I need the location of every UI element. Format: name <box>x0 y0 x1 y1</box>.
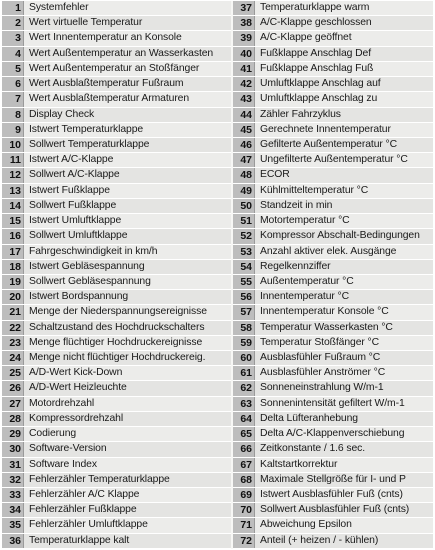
row-number: 32 <box>2 473 24 487</box>
row-label: Sollwert A/C-Klappe <box>24 168 231 182</box>
row-number: 33 <box>2 488 24 502</box>
row-label: Wert Innentemperatur an Konsole <box>24 31 231 45</box>
table-row <box>2 92 231 107</box>
table-row <box>2 153 231 168</box>
row-label: Wert Außentemperatur an Wasserkasten <box>24 47 231 61</box>
row-number: 56 <box>233 290 255 304</box>
row-number: 1 <box>2 1 24 15</box>
row-label: Sollwert Ausblasfühler Fuß (cnts) <box>255 503 433 517</box>
table-row <box>233 442 433 457</box>
table-row <box>233 47 433 62</box>
row-number: 59 <box>233 336 255 350</box>
table-row <box>2 397 231 412</box>
table-row <box>2 381 231 396</box>
table-row <box>233 168 433 183</box>
row-label: Fehlerzähler Umluftklappe <box>24 518 231 532</box>
row-label: Anteil (+ heizen / - kühlen) <box>255 534 433 548</box>
row-label: Motortemperatur °C <box>255 214 433 228</box>
row-number: 38 <box>233 16 255 30</box>
row-number: 17 <box>2 245 24 259</box>
row-label: Gerechnete Innentemperatur <box>255 123 433 137</box>
row-label: Fehlerzähler Fußklappe <box>24 503 231 517</box>
row-label: Menge flüchtiger Hochdruckereignisse <box>24 336 231 350</box>
row-number: 31 <box>2 458 24 472</box>
table-row <box>2 351 231 366</box>
row-number: 48 <box>233 168 255 182</box>
row-number: 23 <box>2 336 24 350</box>
table-row <box>2 321 231 336</box>
table-row <box>2 123 231 138</box>
table-row <box>2 412 231 427</box>
table-row <box>2 229 231 244</box>
row-label: Istwert A/C-Klappe <box>24 153 231 167</box>
row-label: ECOR <box>255 168 433 182</box>
row-number: 14 <box>2 199 24 213</box>
row-number: 28 <box>2 412 24 426</box>
table-row <box>2 488 231 503</box>
table-row <box>233 214 433 229</box>
table-row <box>2 77 231 92</box>
row-label: Software-Version <box>24 442 231 456</box>
row-label: Anzahl aktiver elek. Ausgänge <box>255 245 433 259</box>
row-label: Temperatur Stoßfänger °C <box>255 336 433 350</box>
row-number: 34 <box>2 503 24 517</box>
table-row <box>233 473 433 488</box>
row-number: 15 <box>2 214 24 228</box>
table-row <box>2 336 231 351</box>
row-label: A/D-Wert Heizleuchte <box>24 381 231 395</box>
row-number: 39 <box>233 31 255 45</box>
row-label: Sollwert Temperaturklappe <box>24 138 231 152</box>
row-number: 72 <box>233 534 255 548</box>
row-number: 61 <box>233 366 255 380</box>
row-number: 22 <box>2 321 24 335</box>
row-label: Standzeit in min <box>255 199 433 213</box>
row-number: 52 <box>233 229 255 243</box>
row-number: 36 <box>2 534 24 548</box>
table-row <box>233 488 433 503</box>
table-row <box>2 473 231 488</box>
parameter-table <box>2 1 433 549</box>
row-number: 44 <box>233 108 255 122</box>
row-number: 9 <box>2 123 24 137</box>
row-label: Motordrehzahl <box>24 397 231 411</box>
row-label: Temperatur Wasserkasten °C <box>255 321 433 335</box>
table-row <box>233 199 433 214</box>
table-row <box>2 305 231 320</box>
row-label: Innentemperatur °C <box>255 290 433 304</box>
row-number: 24 <box>2 351 24 365</box>
row-label: Wert Ausblaßtemperatur Armaturen <box>24 92 231 106</box>
row-number: 8 <box>2 108 24 122</box>
row-label: Sonneneinstrahlung W/m-1 <box>255 381 433 395</box>
right-column <box>233 1 433 549</box>
row-number: 20 <box>2 290 24 304</box>
table-row <box>233 534 433 549</box>
row-label: A/D-Wert Kick-Down <box>24 366 231 380</box>
table-row <box>233 108 433 123</box>
row-number: 64 <box>233 412 255 426</box>
table-row <box>2 534 231 549</box>
row-label: Software Index <box>24 458 231 472</box>
row-label: Istwert Umluftklappe <box>24 214 231 228</box>
row-label: Zähler Fahrzyklus <box>255 108 433 122</box>
table-row <box>2 290 231 305</box>
row-number: 11 <box>2 153 24 167</box>
row-label: Wert Außentemperatur an Stoßfänger <box>24 62 231 76</box>
table-row <box>2 199 231 214</box>
row-number: 54 <box>233 260 255 274</box>
row-label: Wert Ausblaßtemperatur Fußraum <box>24 77 231 91</box>
table-row <box>233 260 433 275</box>
table-row <box>233 31 433 46</box>
row-label: Delta Lüfteranhebung <box>255 412 433 426</box>
row-label: Sollwert Umluftklappe <box>24 229 231 243</box>
table-row <box>2 62 231 77</box>
table-row <box>233 275 433 290</box>
row-number: 46 <box>233 138 255 152</box>
row-number: 45 <box>233 123 255 137</box>
table-row <box>233 305 433 320</box>
table-row <box>233 381 433 396</box>
table-row <box>2 108 231 123</box>
row-number: 57 <box>233 305 255 319</box>
row-label: Außentemperatur °C <box>255 275 433 289</box>
row-number: 7 <box>2 92 24 106</box>
table-row <box>2 214 231 229</box>
table-row <box>233 321 433 336</box>
table-row <box>2 245 231 260</box>
table-row <box>2 518 231 533</box>
row-label: Delta A/C-Klappenverschiebung <box>255 427 433 441</box>
table-row <box>2 31 231 46</box>
row-number: 26 <box>2 381 24 395</box>
row-number: 55 <box>233 275 255 289</box>
row-label: Fehlerzähler Temperaturklappe <box>24 473 231 487</box>
table-row <box>233 1 433 16</box>
row-label: Menge der Niederspannungsereignisse <box>24 305 231 319</box>
table-row <box>2 138 231 153</box>
row-number: 6 <box>2 77 24 91</box>
row-label: Gefilterte Außentemperatur °C <box>255 138 433 152</box>
row-number: 16 <box>2 229 24 243</box>
row-label: Ausblasfühler Anströmer °C <box>255 366 433 380</box>
row-number: 68 <box>233 473 255 487</box>
row-label: Fußklappe Anschlag Fuß <box>255 62 433 76</box>
row-label: Fehlerzähler A/C Klappe <box>24 488 231 502</box>
table-row <box>2 184 231 199</box>
row-label: Umluftklappe Anschlag zu <box>255 92 433 106</box>
row-number: 62 <box>233 381 255 395</box>
row-number: 67 <box>233 458 255 472</box>
row-label: Kompressor Abschalt-Bedingungen <box>255 229 433 243</box>
row-number: 40 <box>233 47 255 61</box>
row-number: 65 <box>233 427 255 441</box>
row-label: Istwert Fußklappe <box>24 184 231 198</box>
row-label: Ungefilterte Außentemperatur °C <box>255 153 433 167</box>
table-row <box>2 16 231 31</box>
table-row <box>233 366 433 381</box>
table-row <box>2 427 231 442</box>
row-number: 4 <box>2 47 24 61</box>
table-row <box>233 138 433 153</box>
row-number: 5 <box>2 62 24 76</box>
row-number: 10 <box>2 138 24 152</box>
row-label: Sollwert Fußklappe <box>24 199 231 213</box>
row-number: 3 <box>2 31 24 45</box>
row-label: Sollwert Gebläsespannung <box>24 275 231 289</box>
row-label: Systemfehler <box>24 1 231 15</box>
row-number: 27 <box>2 397 24 411</box>
table-row <box>233 153 433 168</box>
row-number: 41 <box>233 62 255 76</box>
row-label: Display Check <box>24 108 231 122</box>
table-row <box>2 442 231 457</box>
table-row <box>233 62 433 77</box>
row-number: 42 <box>233 77 255 91</box>
table-row <box>233 503 433 518</box>
row-label: Wert virtuelle Temperatur <box>24 16 231 30</box>
table-row <box>233 518 433 533</box>
table-row <box>233 458 433 473</box>
row-label: Istwert Temperaturklappe <box>24 123 231 137</box>
table-row <box>233 229 433 244</box>
row-label: Kühlmitteltemperatur °C <box>255 184 433 198</box>
row-label: A/C-Klappe geöffnet <box>255 31 433 45</box>
row-number: 18 <box>2 260 24 274</box>
row-label: A/C-Klappe geschlossen <box>255 16 433 30</box>
row-label: Istwert Gebläsespannung <box>24 260 231 274</box>
row-label: Menge nicht flüchtiger Hochdruckereig. <box>24 351 231 365</box>
row-number: 13 <box>2 184 24 198</box>
row-number: 47 <box>233 153 255 167</box>
row-label: Umluftklappe Anschlag auf <box>255 77 433 91</box>
row-label: Abweichung Epsilon <box>255 518 433 532</box>
row-label: Codierung <box>24 427 231 441</box>
row-label: Maximale Stellgröße für I- und P <box>255 473 433 487</box>
table-row <box>233 92 433 107</box>
row-number: 58 <box>233 321 255 335</box>
row-label: Regelkennziffer <box>255 260 433 274</box>
row-number: 43 <box>233 92 255 106</box>
row-number: 71 <box>233 518 255 532</box>
row-label: Sonnenintensität gefiltert W/m-1 <box>255 397 433 411</box>
row-number: 53 <box>233 245 255 259</box>
row-number: 21 <box>2 305 24 319</box>
row-number: 70 <box>233 503 255 517</box>
table-row <box>233 427 433 442</box>
table-row <box>2 503 231 518</box>
row-number: 63 <box>233 397 255 411</box>
table-row <box>2 275 231 290</box>
row-number: 37 <box>233 1 255 15</box>
table-row <box>2 458 231 473</box>
table-row <box>233 16 433 31</box>
row-label: Temperaturklappe kalt <box>24 534 231 548</box>
table-row <box>233 290 433 305</box>
table-row <box>233 412 433 427</box>
table-row <box>233 245 433 260</box>
table-row <box>233 351 433 366</box>
row-number: 69 <box>233 488 255 502</box>
row-label: Kaltstartkorrektur <box>255 458 433 472</box>
row-number: 66 <box>233 442 255 456</box>
left-column <box>2 1 231 549</box>
row-number: 29 <box>2 427 24 441</box>
table-row <box>233 77 433 92</box>
row-label: Temperaturklappe warm <box>255 1 433 15</box>
table-row <box>233 397 433 412</box>
row-label: Fußklappe Anschlag Def <box>255 47 433 61</box>
table-row <box>2 47 231 62</box>
row-label: Istwert Bordspannung <box>24 290 231 304</box>
row-label: Zeitkonstante / 1.6 sec. <box>255 442 433 456</box>
row-label: Innentemperatur Konsole °C <box>255 305 433 319</box>
row-number: 51 <box>233 214 255 228</box>
row-number: 30 <box>2 442 24 456</box>
row-label: Fahrgeschwindigkeit in km/h <box>24 245 231 259</box>
row-number: 19 <box>2 275 24 289</box>
row-label: Istwert Ausblasfühler Fuß (cnts) <box>255 488 433 502</box>
table-row <box>2 366 231 381</box>
table-row <box>2 168 231 183</box>
row-number: 49 <box>233 184 255 198</box>
table-row <box>233 123 433 138</box>
row-number: 60 <box>233 351 255 365</box>
row-label: Ausblasfühler Fußraum °C <box>255 351 433 365</box>
row-number: 2 <box>2 16 24 30</box>
row-label: Kompressordrehzahl <box>24 412 231 426</box>
row-number: 35 <box>2 518 24 532</box>
row-number: 12 <box>2 168 24 182</box>
table-row <box>2 260 231 275</box>
table-row <box>2 1 231 16</box>
row-number: 50 <box>233 199 255 213</box>
table-row <box>233 184 433 199</box>
table-row <box>233 336 433 351</box>
row-number: 25 <box>2 366 24 380</box>
row-label: Schaltzustand des Hochdruckschalters <box>24 321 231 335</box>
